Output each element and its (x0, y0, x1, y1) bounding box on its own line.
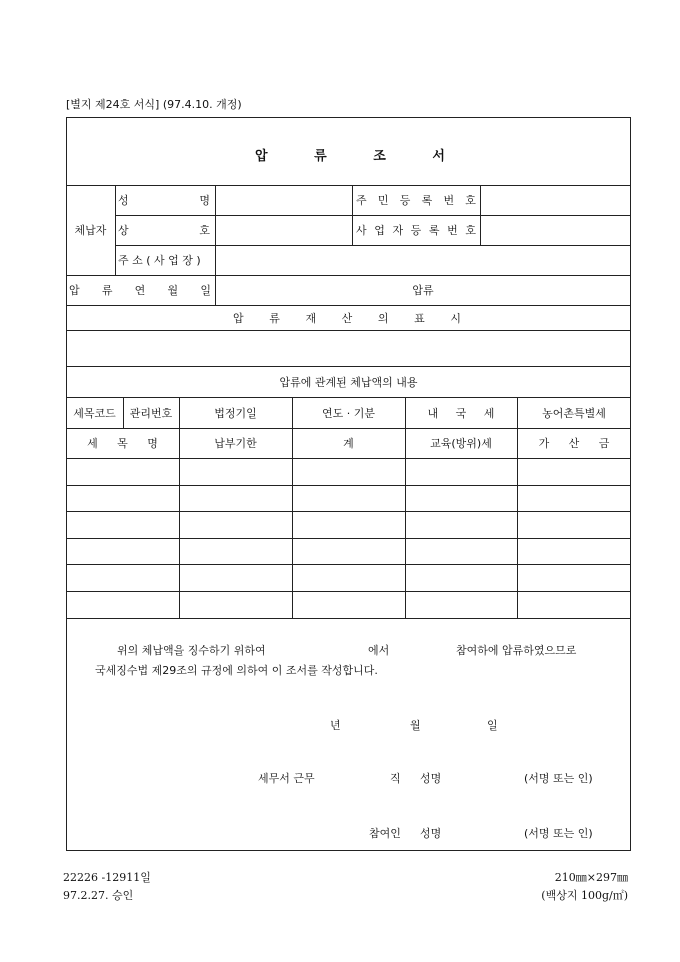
col-management-no: 관리번호 (129, 406, 173, 420)
arrears-heading: 압류에 관계된 체납액의 내용 (279, 375, 418, 389)
statement-line1-a: 위의 체납액을 징수하기 위하여 (117, 644, 266, 657)
business-number-label: 사 업 자 등 록 번 호 (356, 224, 476, 237)
col-tax-item-name: 세 목 명 (87, 437, 158, 450)
officer-position: 직 (390, 772, 401, 785)
statement-line1-c: 참여하에 압류하였으므로 (456, 644, 577, 657)
form-reference: [별지 제24호 서식] (97.4.10. 개정) (66, 98, 242, 111)
footer-paper: (백상지 100g/㎡) (541, 889, 628, 902)
form-title: 압 류 조 서 (255, 149, 445, 164)
address-field[interactable] (216, 246, 629, 274)
witness-name-label: 성명 (420, 827, 442, 840)
seizure-right-label: 압류 (412, 284, 434, 297)
col-total: 계 (343, 437, 354, 450)
trade-name-label: 상 호 (118, 224, 210, 237)
col-year-period: 연도 · 기분 (322, 406, 375, 420)
officer-name-label: 성명 (420, 772, 442, 785)
date-month: 월 (410, 719, 421, 732)
witness-label: 참여인 (369, 827, 401, 840)
debtor-section-label: 체납자 (74, 224, 107, 237)
col-penalty: 가 산 금 (538, 437, 610, 450)
name-field[interactable] (216, 186, 351, 214)
footer-code: 22226 -12911일 (63, 871, 151, 884)
col-rural-tax: 농어촌특별세 (542, 406, 606, 420)
name-label: 성 명 (118, 194, 210, 207)
col-legal-date: 법정기일 (214, 406, 257, 420)
footer-size: 210㎜×297㎜ (554, 871, 628, 884)
col-due-date: 납부기한 (214, 437, 257, 450)
col-tax-code: 세목코드 (73, 406, 116, 420)
arrears-table-rows[interactable] (67, 459, 630, 617)
col-domestic-tax: 내 국 세 (427, 406, 495, 420)
statement-line2: 국세징수법 제29조의 규정에 의하여 이 조서를 작성합니다. (95, 664, 378, 677)
trade-name-field[interactable] (216, 216, 351, 244)
col-education-tax: 교육(방위)세 (430, 437, 492, 450)
property-display-field[interactable] (67, 331, 630, 365)
resident-number-label: 주 민 등 록 번 호 (356, 194, 476, 207)
resident-number-field[interactable] (481, 186, 629, 214)
footer-approval: 97.2.27. 승인 (63, 889, 134, 902)
officer-office: 세무서 근무 (258, 772, 315, 785)
officer-signature[interactable]: (서명 또는 인) (524, 772, 593, 785)
address-label: 주 소 ( 사 업 장 ) (118, 254, 201, 267)
date-year: 년 (330, 719, 341, 732)
statement-line1-b: 에서 (368, 644, 390, 657)
property-display-label: 압 류 재 산 의 표 시 (233, 311, 461, 325)
date-day: 일 (487, 719, 498, 732)
witness-signature[interactable]: (서명 또는 인) (524, 827, 593, 840)
business-number-field[interactable] (481, 216, 629, 244)
seizure-date-label: 압 류 연 월 일 (69, 284, 211, 297)
